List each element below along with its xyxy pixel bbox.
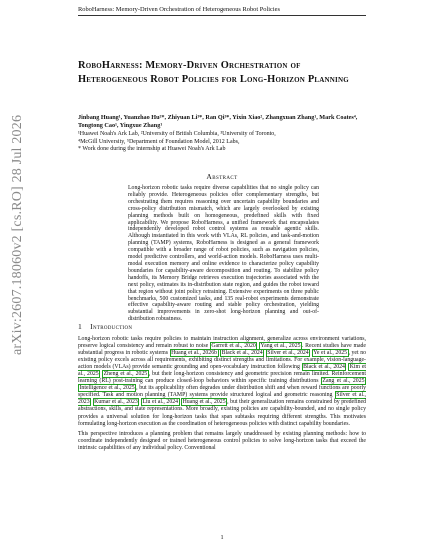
introduction-body (78, 336, 366, 455)
citation-link[interactable]: Intelligence et al., 2025 (79, 385, 135, 392)
abstract-body: Long-horizon robotic tasks require diverse capabilities that no single policy can reliably provide. Heterogeneous policies offer complementary strengths, but orchestrating them requires reasoning over uncertain capability boundaries and cross-policy distribution mismatch, which are largely overlooked by existing planning methods built on homogeneous, predefined skills with fixed applicability. We propose RoboHarness, a unified framework that encapsulates independently developed robot control systems as reusable agentic skills. Although instantiated in this work with VLAs, RL policies, and task-and-motion planning (TAMP) systems, RoboHarness is designed as a general framework compatible with a broader range of robot policies, such as navigation policies, model predictive controllers, and world-action models. RoboHarness uses multi-modal execution memory and online evidence to characterize policy capability boundaries for capability-aware decomposition and routing. To stabilize policy handoffs, its Memory Bridge retrieves execution trajectories associated with the next policy, estimates its in-distribution state region, and guides the robot toward that region without joint policy retraining. Extensive experiments on three public benchmarks, 500 customized tasks, and 135 real-robot experiments demonstrate effective capability-aware routing and stable policy orchestration, yielding substantial improvements in zero-shot long-horizon planning and out-of-distribution robustness. (128, 185, 319, 323)
citation-link[interactable]: Black et al., 2024 (221, 350, 263, 357)
text-run: , but their generalization remains constrained by predefined abstractions, skills, and state representations. More broadly, existing policies are capability-bounded, and no single policy provides a universal solution for long-horizon tasks that span subtasks requiring different strengths. This motivates formulating long-horizon execution as the coordination of heterogeneous policies with distinct capability boundaries. (78, 399, 367, 427)
citation-link[interactable]: Liu et al., 2024 (142, 399, 179, 406)
text-run: Long-horizon robotic tasks require policies to maintain instruction alignment, generalize across environment variations, preserve logical consistency and remain robust to noise (78, 336, 366, 350)
citation-link[interactable]: Huang et al., 2026b (171, 350, 218, 357)
arxiv-stamp: arXiv:2607.18060v2 [cs.RO] 28 Jul 2026 (10, 114, 25, 355)
running-header: RoboHarness: Memory-Driven Orchestration of Heterogeneous Robot Policies (78, 6, 280, 13)
text-run: , but its applicability often degrades under distribution shift and when reward functions are poorly specified. Task and motion planning (TAMP) systems provide structured logical and geometric reasoning (78, 385, 366, 399)
citation-link[interactable]: Silver et al., 2023 (78, 392, 366, 406)
citation-link[interactable]: Yang et al., 2025 (260, 343, 301, 350)
citation-link[interactable]: Kumar et al., 2023 (94, 399, 138, 406)
affiliations (78, 131, 368, 154)
citation-link[interactable]: Ye et al., 2025 (313, 350, 348, 357)
header-rule (78, 15, 366, 16)
affiliation-line: ¹Huawei Noah's Ark Lab, ²University of British Columbia, ³University of Toronto, (78, 131, 276, 137)
citation-link[interactable]: Zheng et al., 2025 (103, 371, 148, 378)
section-number: 1 (78, 322, 83, 331)
text-run: , yet no existing policy excels across all requirements, exhibiting distinct strengths and limitations. For example, vision-language-action models (VLAs) provide semantic grounding and open-vocabulary instruction following (78, 350, 366, 371)
author-list: Jinbang Huang¹, Yuanzhao Hu²*, Zhiyuan Li³*, Ran Qi³*, Yixin Xiao², Zhangxuan Zhang¹, Mark Coates⁴, Tongtong Cao¹, Yingxue Zhang¹ (78, 114, 358, 129)
citation-link[interactable]: Black et al., 2024 (303, 364, 345, 371)
citation-link[interactable]: Zang et al., 2025 (322, 378, 365, 385)
citation-link[interactable]: Garrett et al., 2020 (211, 343, 256, 350)
page-number: 1 (220, 534, 224, 541)
section-title: Introduction (90, 322, 133, 331)
citation-link[interactable]: Silver et al., 2024 (267, 350, 309, 357)
affiliation-line: * Work done during the internship at Huawei Noah's Ark Lab (78, 146, 226, 153)
paragraph: This perspective introduces a planning problem that remains largely unaddressed by existing planning methods: how to coordinate independently designed or trained heterogeneous control policies to solve long-horizon tasks that exceed the intrinsic capabilities of any individual policy. Conventional (78, 430, 366, 451)
citation-link[interactable]: Kim et al., 2025 (78, 364, 366, 378)
section-heading (78, 322, 366, 331)
paragraph (78, 336, 366, 428)
citation-link[interactable]: Huang et al., 2025 (182, 399, 226, 406)
paper-title: RoboHarness: Memory-Driven Orchestration of Heterogeneous Robot Policies for Long-Horizon Planning (78, 60, 349, 85)
abstract-heading: Abstract (206, 172, 238, 181)
text-run: , but their long-horizon consistency and geometric precision remain limited. Reinforcement learning (RL) post-training can produce closed-loop behaviors within specific training distributions (78, 371, 366, 385)
affiliation-line: ⁴McGill University, ⁵Department of Foundation Model, 2012 Labs, (78, 138, 240, 145)
text-run: . Recent studies have made substantial progress in robotic systems (78, 343, 366, 357)
